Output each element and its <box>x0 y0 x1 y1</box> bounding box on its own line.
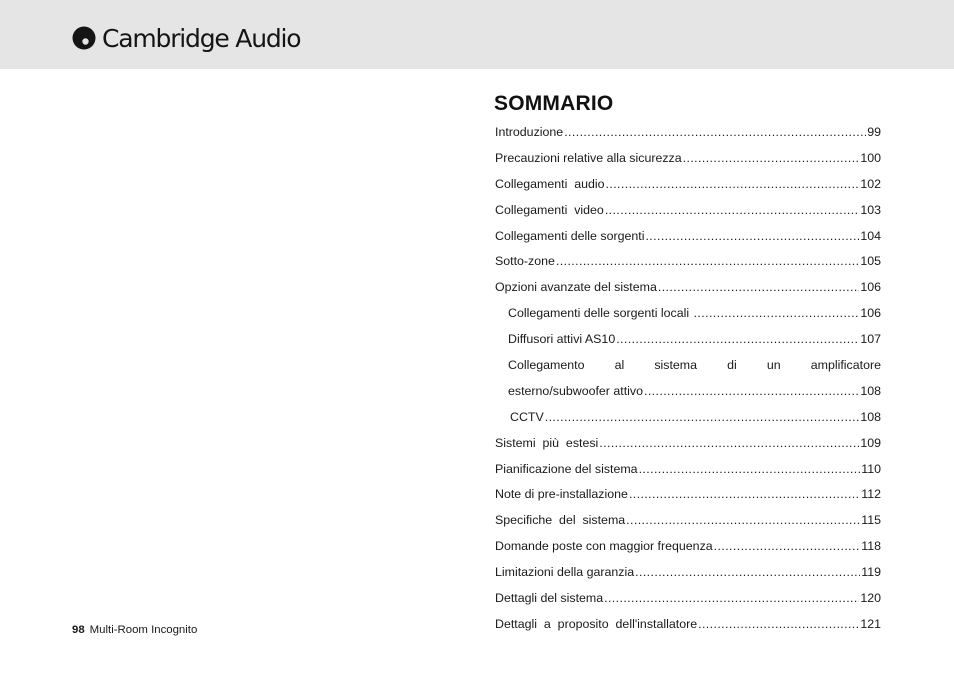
toc-entry-label: esterno/subwoofer attivo <box>508 383 643 398</box>
toc-subentry <box>495 302 881 328</box>
toc-entry-page: 108 <box>860 409 881 424</box>
toc-entry-label: Collegamenti video <box>495 202 604 217</box>
document-title: Multi-Room Incognito <box>89 624 198 636</box>
toc-entry-label: Dettagli del sistema <box>495 591 604 606</box>
toc-entry-label: Precauzioni relative alla sicurezza <box>495 150 682 165</box>
toc-entry-label: Collegamenti delle sorgenti <box>495 228 645 243</box>
toc-entry-page: 108 <box>860 383 881 398</box>
toc-leader-dots <box>605 199 859 221</box>
toc-leader-dots <box>645 225 859 247</box>
toc-leader-dots <box>606 173 860 195</box>
toc-entry-label: Sotto-zone <box>495 254 555 269</box>
toc-entry-label: Limitazioni della garanzia <box>495 565 635 580</box>
toc-leader-dots <box>714 535 861 557</box>
toc-entry-label: Pianificazione del sistema <box>495 461 638 476</box>
toc-entry <box>495 147 881 173</box>
toc-entry-page: 121 <box>860 616 881 631</box>
toc-leader-dots <box>545 406 860 428</box>
toc-leader-dots <box>599 432 859 454</box>
toc-word: di <box>727 358 737 373</box>
toc-entry <box>495 199 881 225</box>
toc-entry <box>495 458 881 484</box>
toc-entry <box>495 121 881 147</box>
toc-word: sistema <box>654 358 698 373</box>
toc-entry-label: Introduzione <box>495 125 564 139</box>
toc-entry-page: 109 <box>860 435 881 450</box>
toc-leader-dots <box>626 509 860 531</box>
toc-entry-label: Domande poste con maggior frequenza <box>495 539 713 554</box>
toc-entry-label: Sistemi più estesi <box>495 435 599 450</box>
toc-entry <box>495 173 881 199</box>
toc-leader-dots <box>564 121 866 143</box>
page-number: 98 <box>72 624 85 636</box>
toc-entry-label: Collegamenti audio <box>495 176 605 191</box>
toc-entry-page: 104 <box>860 228 881 243</box>
toc-subentry <box>495 406 881 432</box>
toc-leader-dots <box>658 276 859 298</box>
toc-entry-page: 120 <box>860 591 881 606</box>
toc-leader-dots <box>604 587 859 609</box>
brand-name: Cambridge Audio <box>102 23 301 53</box>
toc-entry <box>495 276 881 302</box>
toc-leader-dots <box>616 328 859 350</box>
toc-entry-label: Specifiche del sistema <box>495 513 626 528</box>
toc-leader-dots <box>683 147 860 169</box>
toc-leader-dots <box>644 380 859 402</box>
toc-entry <box>495 613 881 639</box>
toc-entry-page: 105 <box>860 254 881 269</box>
toc-entry-label: Note di pre-installazione <box>495 487 628 502</box>
toc-leader-dots <box>556 250 859 272</box>
toc-entry-page: 103 <box>860 202 881 217</box>
toc-entry-label: Diffusori attivi AS10 <box>508 332 616 347</box>
toc-entry <box>495 561 881 587</box>
toc-entry <box>495 483 881 509</box>
toc-entry <box>495 250 881 276</box>
toc-entry <box>495 225 881 251</box>
toc-entry <box>495 432 881 458</box>
toc-entry-page: 100 <box>860 150 881 165</box>
toc-entry-page: 115 <box>861 513 881 528</box>
toc-entry-page: 112 <box>861 487 881 502</box>
toc-entry-label: CCTV <box>510 409 544 424</box>
cambridge-audio-logo-icon <box>72 26 96 50</box>
toc-entry-page: 99 <box>867 125 881 139</box>
toc-entry-page: 106 <box>860 306 881 321</box>
toc-leader-dots <box>635 561 860 583</box>
toc-entry-page: 119 <box>861 565 881 580</box>
toc-entry <box>495 535 881 561</box>
toc-entry-page: 106 <box>860 280 881 295</box>
toc-subentry <box>495 328 881 354</box>
toc-word: al <box>614 358 625 373</box>
toc-entry-page: 107 <box>860 332 881 347</box>
toc-leader-dots <box>629 483 860 505</box>
toc-word: un <box>766 358 781 373</box>
toc-entry <box>495 509 881 535</box>
toc-entry-page: 118 <box>861 539 881 554</box>
brand-logo <box>72 21 300 55</box>
toc-title: SOMMARIO <box>494 92 614 115</box>
toc-subentry <box>495 380 881 406</box>
toc-subentry-wrapped-line <box>495 354 881 380</box>
page-footer <box>72 624 197 636</box>
toc-leader-dots <box>694 302 860 324</box>
toc-word: amplificatore <box>810 358 881 373</box>
toc-leader-dots <box>639 458 861 480</box>
toc-entry-page: 102 <box>860 176 881 191</box>
toc-entry-page: 110 <box>861 461 881 476</box>
toc-entry-label: Collegamenti delle sorgenti locali <box>508 306 693 321</box>
table-of-contents <box>495 121 881 639</box>
toc-entry <box>495 587 881 613</box>
toc-leader-dots <box>698 613 859 635</box>
toc-entry-label: Dettagli a proposito dell'installatore <box>495 616 698 631</box>
header-band <box>0 0 954 69</box>
toc-word: Collegamento <box>508 358 585 373</box>
toc-entry-label: Opzioni avanzate del sistema <box>495 280 657 295</box>
